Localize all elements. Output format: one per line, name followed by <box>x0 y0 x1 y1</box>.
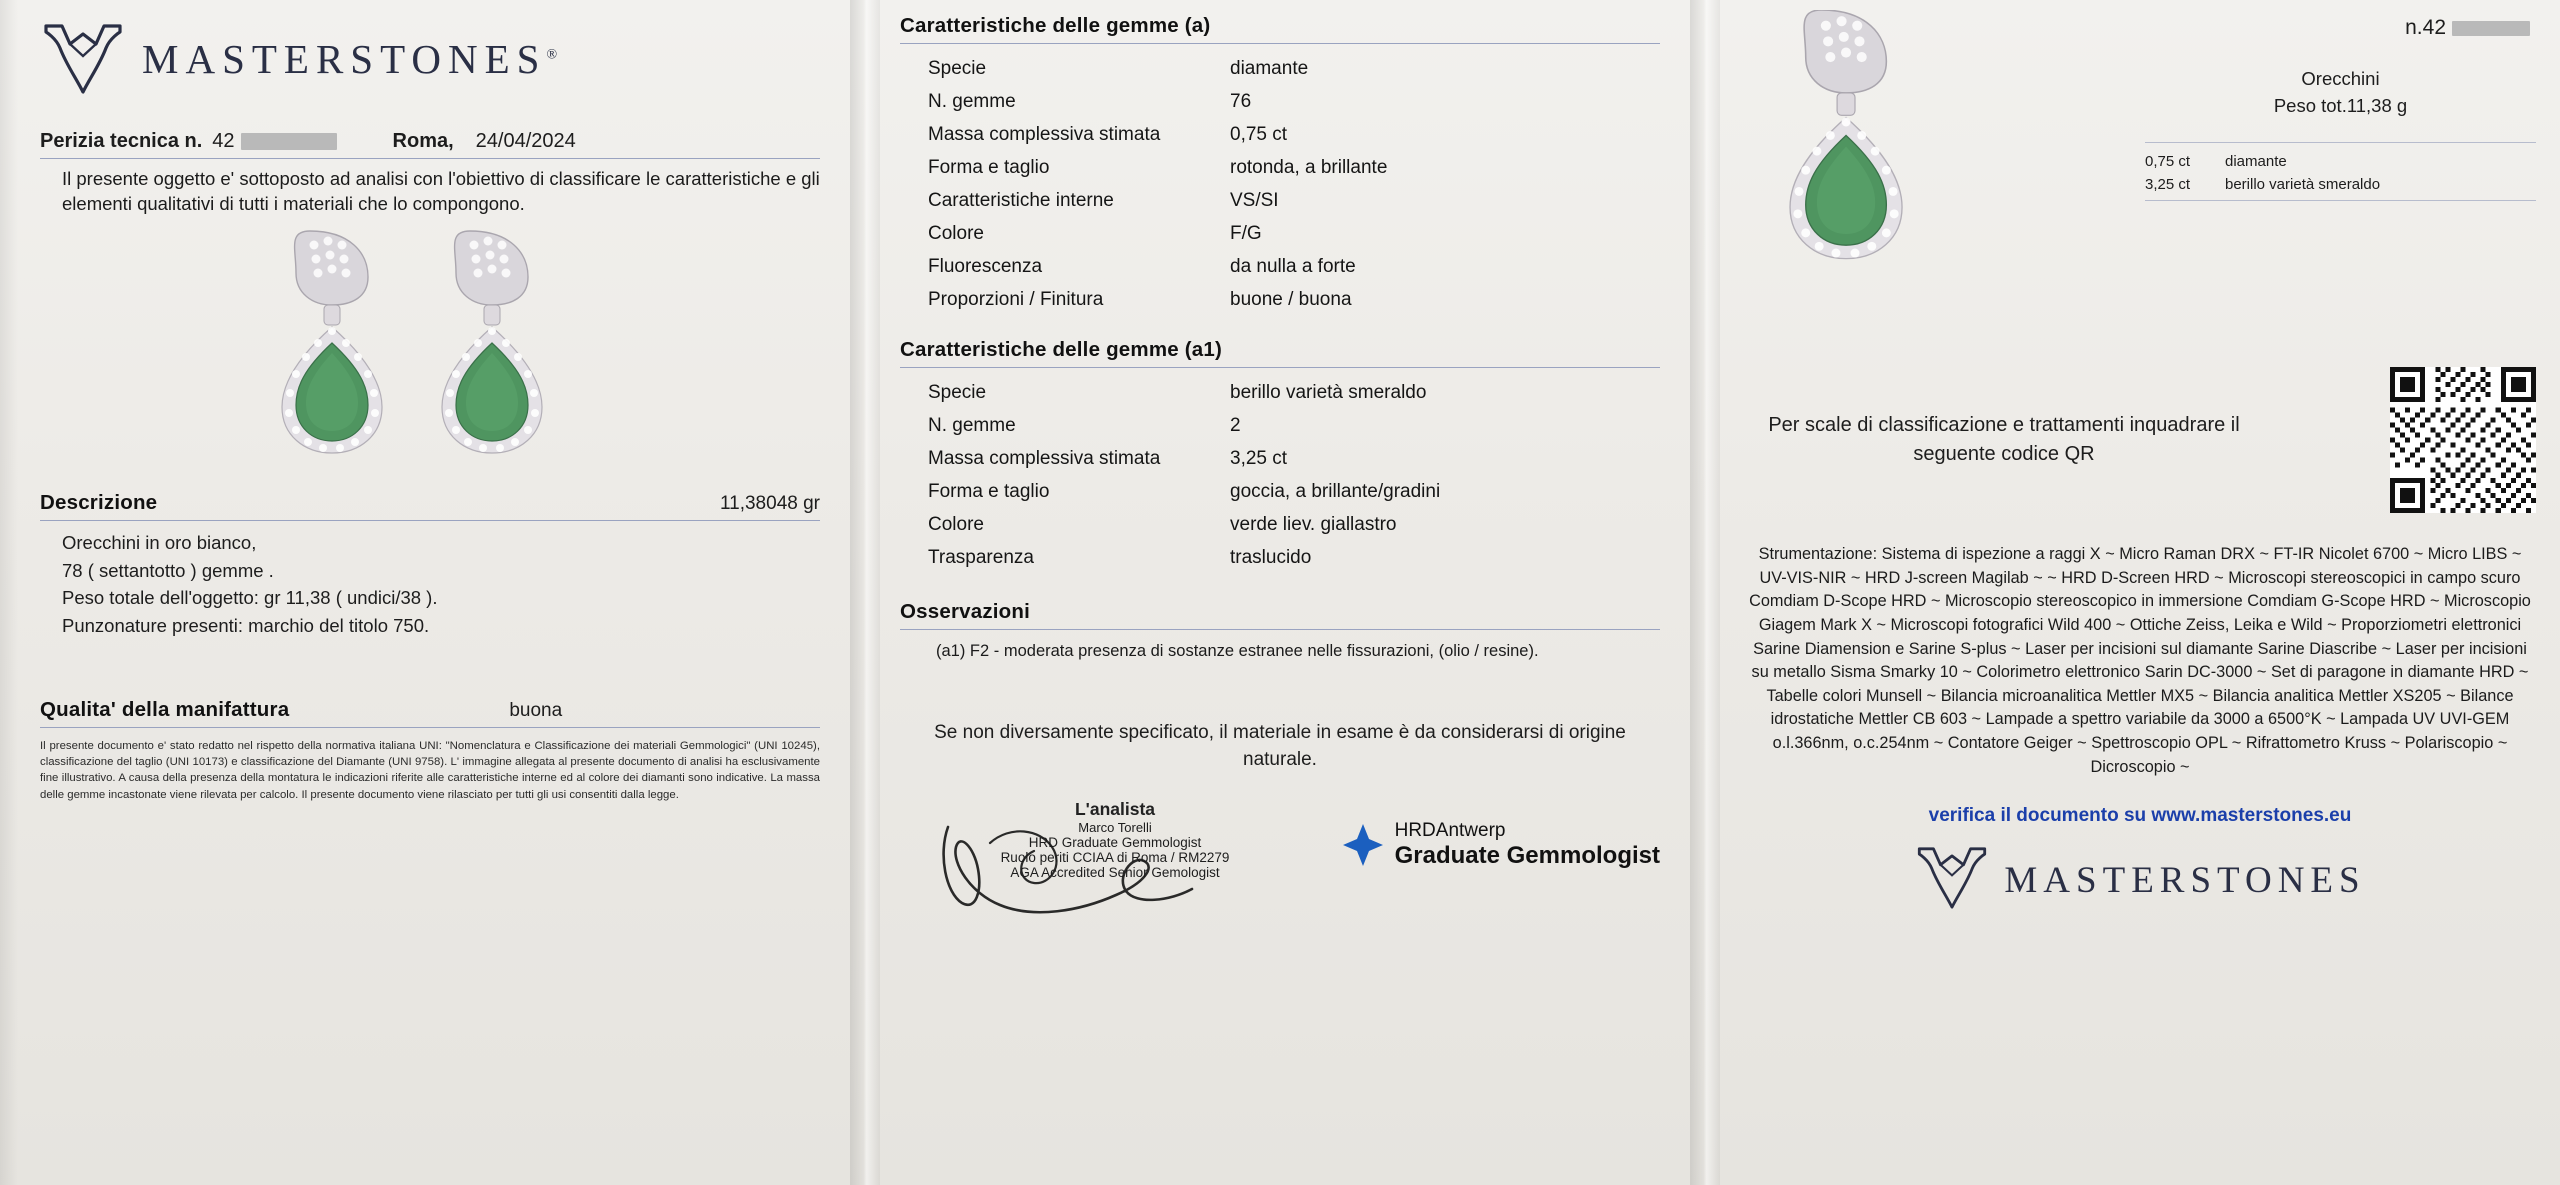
description-weight: 11,38048 gr <box>719 492 820 514</box>
list-item: 78 ( settantotto ) gemme . <box>62 559 274 581</box>
earrings-photo-icon <box>1744 10 2134 310</box>
divider <box>900 367 1660 368</box>
analyst-name: Marco Torelli <box>1078 820 1152 836</box>
description-header <box>40 491 820 515</box>
row-value: berillo varietà smeraldo <box>1230 381 1427 403</box>
row-value: 0,75 ct <box>1230 123 1288 145</box>
row-key: Specie <box>928 57 987 79</box>
analyst-block <box>900 799 1330 880</box>
row-value: 3,25 ct <box>1230 447 1288 469</box>
row-key: Forma e taglio <box>928 156 1050 178</box>
analyst-role: L'analista <box>1074 799 1156 820</box>
carat-value: 3,25 ct <box>2145 175 2191 193</box>
divider <box>40 727 820 728</box>
row-key: Forma e taglio <box>928 480 1050 502</box>
row-value: diamante <box>1230 57 1309 79</box>
table-row <box>900 151 1660 184</box>
verify-link[interactable]: verifica il documento su www.masterstones.eu <box>1928 805 2352 827</box>
table-row <box>900 85 1660 118</box>
redacted-number <box>241 133 337 150</box>
diamond-logo-icon <box>40 22 126 96</box>
natural-origin-note: Se non diversamente specificato, il materiale in esame è da considerarsi di origine naturale. <box>934 722 1626 770</box>
quality-value: buona <box>509 699 563 721</box>
table-row <box>900 442 1660 475</box>
divider <box>2145 142 2536 143</box>
item-summary <box>2145 66 2536 120</box>
table-row <box>900 376 1660 409</box>
table-row <box>900 409 1660 442</box>
table-row <box>900 217 1660 250</box>
carat-desc: diamante <box>2225 152 2287 170</box>
panel-right <box>1720 0 2560 1185</box>
table-row <box>900 541 1660 574</box>
item-weight: Peso tot.11,38 g <box>2273 94 2408 116</box>
gem-a-title: Caratteristiche delle gemme (a) <box>900 14 1211 37</box>
divider <box>900 43 1660 44</box>
table-row <box>900 508 1660 541</box>
row-key: Massa complessiva stimata <box>928 123 1161 145</box>
description-title: Descrizione <box>40 490 158 514</box>
row-value: VS/SI <box>1230 189 1279 211</box>
city-label: Roma, <box>392 130 454 152</box>
quality-header <box>40 698 820 722</box>
row-key: Colore <box>928 513 984 535</box>
row-key: Massa complessiva stimata <box>928 447 1161 469</box>
table-row <box>900 52 1660 85</box>
row-value: buone / buona <box>1230 288 1352 310</box>
gem-a1-table <box>900 376 1660 574</box>
row-value: 2 <box>1230 414 1241 436</box>
brand-header <box>40 22 820 96</box>
row-value: verde liev. giallastro <box>1230 513 1397 535</box>
qr-section <box>1744 367 2536 513</box>
gem-a1-title: Caratteristiche delle gemme (a1) <box>900 338 1222 361</box>
row-key: Specie <box>928 381 987 403</box>
registered-mark: ® <box>546 47 558 63</box>
footer-brand <box>1744 845 2536 916</box>
list-item: Orecchini in oro bianco, <box>62 531 257 553</box>
divider <box>2145 200 2536 201</box>
hrd-line2: Graduate Gemmologist <box>1394 842 1660 870</box>
row-value: rotonda, a brillante <box>1230 156 1388 178</box>
row-value: goccia, a brillante/gradini <box>1230 480 1441 502</box>
perizia-number: 42 <box>212 130 342 153</box>
signature-icon <box>930 807 1260 927</box>
gem-a-table <box>900 52 1660 316</box>
carat-table <box>2145 150 2536 196</box>
row-value: 76 <box>1230 90 1252 112</box>
perizia-line <box>40 130 820 153</box>
document-number: n.42 <box>2145 16 2536 40</box>
hrd-antwerp-logo <box>1343 820 1660 870</box>
table-row <box>900 184 1660 217</box>
row-key: Colore <box>928 222 984 244</box>
earrings-photo-icon <box>200 223 660 473</box>
analyst-line2: Ruolo periti CCIAA di Roma / RM2279 <box>1000 850 1230 866</box>
redacted-number <box>2452 21 2530 36</box>
row-key: N. gemme <box>928 90 1016 112</box>
row-value: traslucido <box>1230 546 1312 568</box>
row-value: F/G <box>1230 222 1262 244</box>
diamond-logo-icon <box>1914 845 1990 916</box>
row-value: da nulla a forte <box>1230 255 1356 277</box>
row-key: Fluorescenza <box>928 255 1043 277</box>
intro-paragraph: Il presente oggetto e' sottoposto ad analisi con l'obiettivo di classificare le caratteristiche e gli elementi qualitativi di tutti i materiali che lo compongono. <box>62 168 820 214</box>
brand-name: MASTERSTONES® <box>142 36 558 82</box>
row-key: Proporzioni / Finitura <box>928 288 1104 310</box>
row-key: Trasparenza <box>928 546 1034 568</box>
qr-instructions: Per scale di classificazione e trattamenti inquadrare il seguente codice QR <box>1768 414 2240 465</box>
perizia-label: Perizia tecnica n. <box>40 130 203 152</box>
observations-text: (a1) F2 - moderata presenza di sostanze estranee nelle fissurazioni, (olio / resine). <box>936 642 1539 660</box>
footer-brand-name: MASTERSTONES <box>2004 860 2366 902</box>
hrd-line1: HRDAntwerp <box>1394 820 1506 842</box>
divider <box>40 520 820 521</box>
table-row <box>900 118 1660 151</box>
row-key: Caratteristiche interne <box>928 189 1114 211</box>
panel3-summary <box>2145 10 2536 315</box>
carat-desc: berillo varietà smeraldo <box>2225 175 2381 193</box>
divider <box>900 629 1660 630</box>
earrings-photo-panel1 <box>40 223 820 473</box>
qr-code-icon[interactable] <box>2390 367 2536 513</box>
instrumentation-text: Strumentazione: Sistema di ispezione a raggi X ~ Micro Raman DRX ~ FT-IR Nicolet 6700 ~ Micro LIBS ~ UV-VIS-NIR ~ HRD J-screen Magilab ~ ~ HRD D-Screen HRD ~ Microscopi stereoscopici in campo scuro Comdiam D-Scope HRD ~ Microscopio stereoscopico in immersione Comdiam G-Scope HRD ~ Microscopio Giagem Mark X ~ Microscopi fotografici Wild 400 ~ Ottiche Zeiss, Leika e Wild ~ Proporziometri elettronici Sarine Diamension e Sarine S-plus ~ Laser per incisioni sul diamante Sarine Diascribe ~ Laser per incisioni su metallo Sisma Smarky 10 ~ Colorimetro elettronico Sarin DC-3000 ~ Set di paragone in diamante HRD ~ Tabelle colori Munsell ~ Bilancia microanalitica Mettler MX5 ~ Bilancia analitica Mettler XS205 ~ Bilance idrostatiche Mettler CB 603 ~ Lampade a spettro variabile da 3000 a 6500°K ~ Lampada UV UVI-GEM o.l.366nm, o.c.254nm ~ Contatore Geiger ~ Spettroscopio OPL ~ Rifrattometro Kruss ~ Polariscopio ~ Dicroscopio ~ <box>1749 545 2531 776</box>
analyst-line3: AGA Accredited Senior Gemologist <box>1010 865 1220 881</box>
panel3-top <box>1744 10 2536 315</box>
legal-fineprint: Il presente documento e' stato redatto nel rispetto della normativa italiana UNI: "Nomenclatura e Classificazione dei materiali Gemmologici" (UNI 10245), classificazione del taglio (UNI 10173) e classificazione del Diamante (UNI 9758). L' immagine allegata al presente documento di analisi ha esclusivamente fine illustrativo. A causa della presenza della montatura le indicazioni riferite alle caratteristiche interne ed al colore dei diamanti sono indicative. La massa delle gemme incastonate viene rilevata per calcolo. Il presente documento viene rilasciato per tutti gli usi consentiti dalla legge. <box>40 739 820 801</box>
table-row <box>2145 150 2536 173</box>
table-row <box>900 283 1660 316</box>
observations-title: Osservazioni <box>900 600 1031 623</box>
row-key: N. gemme <box>928 414 1016 436</box>
hrd-antwerp-logo-icon <box>1343 824 1383 866</box>
analyst-line1: HRD Graduate Gemmologist <box>1028 835 1202 851</box>
panel-center <box>880 0 1680 1185</box>
table-row <box>900 475 1660 508</box>
item-title: Orecchini <box>2301 68 2380 89</box>
list-item: Punzonature presenti: marchio del titolo 750. <box>62 615 430 637</box>
issue-date: 24/04/2024 <box>475 130 576 152</box>
panel-left <box>0 0 860 1185</box>
quality-title: Qualita' della manifattura <box>40 697 290 721</box>
table-row <box>2145 173 2536 196</box>
earrings-photo-panel3 <box>1744 10 2135 315</box>
divider <box>40 158 820 159</box>
list-item: Peso totale dell'oggetto: gr 11,38 ( undici/38 ). <box>62 587 438 609</box>
carat-value: 0,75 ct <box>2145 152 2191 170</box>
signature-area <box>900 799 1660 880</box>
description-lines <box>62 529 820 640</box>
table-row <box>900 250 1660 283</box>
panel-seam-right <box>1690 0 1720 1185</box>
